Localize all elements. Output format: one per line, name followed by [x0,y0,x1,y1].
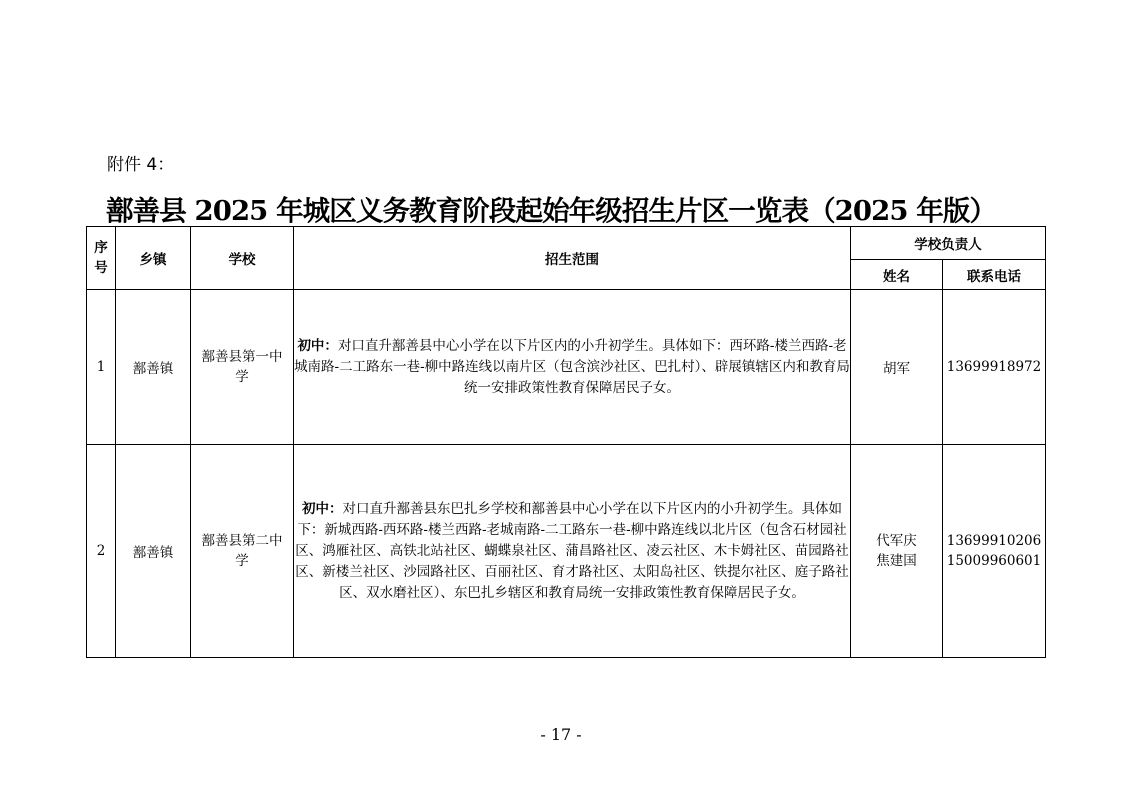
header-name: 姓名 [851,260,943,290]
row-phone [943,290,1046,445]
header-school: 学校 [191,227,294,290]
phone-number: 13699910206 [946,533,1042,549]
enrollment-zone-table [86,226,1046,658]
page-number: - 17 - [540,725,582,744]
row-seq: 2 [87,445,116,658]
scope-label: 初中： [302,500,343,517]
header-seq-label: 序号 [94,240,108,276]
row-town: 鄯善镇 [116,290,191,445]
row-scope [294,290,851,445]
scope-text: 对口直升鄯善县中心小学在以下片区内的小升初学生。具体如下：西环路-楼兰西路-老城南路-二工路东一巷-柳中路连线以南片区（包含滨沙社区、巴扎村）、辟展镇辖区内和教育局统一安排政策性教育保障居民子女。 [294,337,850,396]
row-principal-name [851,290,943,445]
row-principal-name [851,445,943,658]
row-school-name: 鄯善县第一中学 [201,349,283,385]
principal-name: 胡军 [883,361,910,377]
attachment-label: 附件 4： [107,155,175,175]
header-principal-group: 学校负责人 [851,227,1046,260]
header-seq [87,227,116,290]
phone-number: 13699918972 [946,359,1042,375]
table-row [87,445,1046,658]
header-scope: 招生范围 [294,227,851,290]
table-row [87,290,1046,445]
row-seq: 1 [87,290,116,445]
header-town: 乡镇 [116,227,191,290]
scope-text: 对口直升鄯善县东巴扎乡学校和鄯善县中心小学在以下片区内的小升初学生。具体如下：新城西路-西环路-楼兰西路-老城南路-二工路东一巷-柳中路连线以北片区（包含石材园社区、鸿雁社区、高铁北站社区、蝴蝶泉社区、蒲昌路社区、凌云社区、木卡姆社区、苗园路社区、新楼兰社区、沙园路社区、百丽社区、育才路社区、太阳岛社区、铁提尔社区、庭子路社区、双水磨社区）、东巴扎乡辖区和教育局统一安排政策性教育保障居民子女。 [295,500,849,601]
row-school [191,445,294,658]
document-title: 鄯善县 2025 年城区义务教育阶段起始年级招生片区一览表（2025 年版） [106,195,997,227]
phone-number: 15009960601 [946,553,1042,569]
row-school-name: 鄯善县第二中学 [201,533,283,569]
scope-label: 初中： [297,337,338,354]
row-scope [294,445,851,658]
principal-name: 代军庆 [876,533,917,549]
row-town: 鄯善镇 [116,445,191,658]
principal-name: 焦建国 [876,553,917,569]
header-phone: 联系电话 [943,260,1046,290]
row-phone [943,445,1046,658]
row-school [191,290,294,445]
